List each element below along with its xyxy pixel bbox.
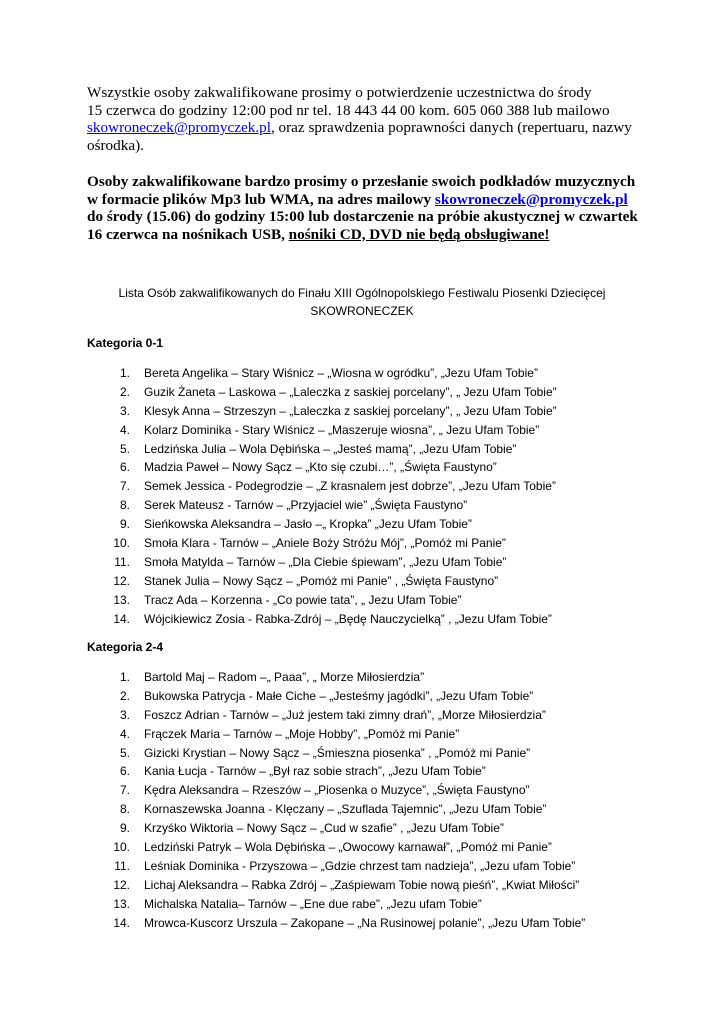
intro-p2-warning: nośniki CD, DVD nie będą obsługiwane!: [288, 225, 550, 243]
list-item-text: Leśniak Dominika - Przyszowa – „Gdzie chrzest tam nadzieja”, „Jezu ufam Tobie”: [144, 858, 576, 873]
list-item-number: 8.: [119, 802, 130, 817]
list-item: [87, 383, 557, 402]
list-item: [87, 610, 557, 629]
list-item-number: 6.: [119, 764, 130, 779]
list-item-text: Serek Mateusz - Tarnów – „Przyjaciel wie” „Święta Faustyno”: [144, 498, 468, 513]
list-item-number: 10.: [113, 840, 130, 855]
list-item-number: 1.: [119, 670, 130, 684]
list-item-number: 5.: [119, 745, 130, 760]
list-item-number: 12.: [113, 573, 130, 588]
list-item-text: Krzyśko Wiktoria – Nowy Sącz – „Cud w szafie” , „Jezu Ufam Tobie”: [144, 821, 504, 836]
intro-line-1: Wszystkie osoby zakwalifikowane prosimy o potwierdzenie uczestnictwa do środy: [87, 84, 592, 101]
list-item-number: 7.: [119, 479, 130, 494]
list-item: [87, 515, 557, 534]
list-item-text: Frączek Maria – Tarnów – „Moje Hobby”, „Pomóż mi Panie”: [144, 726, 460, 741]
list-item-text: Sieńkowska Aleksandra – Jasło –„ Kropka” „Jezu Ufam Tobie”: [144, 517, 472, 532]
intro-p2-part-2: do środy (15.06) do godziny 15:00 lub dostarczenie na próbie akustycznej w czwartek 16 czerwca na nośnikach USB,: [87, 208, 638, 243]
list-item-text: Ledziński Patryk – Wola Dębińska – „Owocowy karnawał”, „Pomóż mi Panie”: [144, 840, 552, 855]
list-item-number: 11.: [114, 554, 130, 569]
list-item-number: 4.: [119, 422, 130, 437]
list-item-text: Ledzińska Julia – Wola Dębińska – „Jesteś mamą”, „Jezu Ufam Tobie”: [144, 441, 517, 456]
list-item-text: Klesyk Anna – Strzeszyn – „Laleczka z saskiej porcelany”, „ Jezu Ufam Tobie”: [144, 403, 557, 418]
list-item-text: Semek Jessica - Podegrodzie – „Z krasnalem jest dobrze”, „Jezu Ufam Tobie”: [144, 479, 556, 494]
list-item-number: 7.: [119, 783, 130, 798]
list-item-text: Lichaj Aleksandra – Rabka Zdrój – „Zaśpiewam Tobie nową pieśń”, „Kwiat Miłości”: [144, 877, 580, 892]
list-item-text: Bukowska Patrycja - Małe Ciche – „Jesteśmy jagódki”, „Jezu Ufam Tobie”: [144, 688, 534, 703]
list-item: [87, 800, 585, 819]
intro-line-2: 15 czerwca do godziny 12:00 pod nr tel. 18 443 44 00 kom. 605 060 388 lub mailowo: [87, 101, 610, 119]
category-1-title: Kategoria 0-1: [87, 336, 164, 350]
list-item-number: 14.: [113, 915, 130, 930]
list-item-number: 5.: [119, 441, 130, 456]
intro-section: [87, 84, 647, 243]
list-item-number: 6.: [119, 460, 130, 475]
list-item-text: Foszcz Adrian - Tarnów – „Już jestem taki zimny drań”, „Morze Miłosierdzia”: [144, 707, 546, 722]
intro-p2-part-1: Osoby zakwalifikowane bardzo prosimy o przesłanie swoich podkładów muzycznych w formacie plików Mp3 lub WMA, na adres mailowy: [87, 173, 636, 208]
list-item: [87, 857, 585, 876]
list-item: [87, 687, 585, 706]
list-item: [87, 762, 585, 781]
list-item: [87, 458, 557, 477]
list-item: [87, 364, 557, 383]
list-item-text: Bartold Maj – Radom –„ Paaa”, „ Morze Miłosierdzia”: [144, 670, 425, 684]
list-item: [87, 819, 585, 838]
list-heading-line-2: SKOWRONECZEK: [310, 304, 414, 318]
list-item: [87, 914, 585, 933]
list-item-number: 1.: [119, 366, 130, 380]
list-item: [87, 421, 557, 440]
list-item-text: Kędra Aleksandra – Rzeszów – „Piosenka o Muzyce”, „Święta Faustyno”: [144, 783, 530, 798]
intro-paragraph-1: [87, 84, 647, 154]
list-item-text: Stanek Julia – Nowy Sącz – „Pomóż mi Panie” , „Święta Faustyno”: [144, 573, 499, 588]
category-2-title: Kategoria 2-4: [87, 640, 164, 654]
list-item: [87, 477, 557, 496]
list-item-text: Kornaszewska Joanna - Klęczany – „Szuflada Tajemnic”, „Jezu Ufam Tobie”: [144, 802, 547, 817]
email-link-2[interactable]: skowroneczek@promyczek.pl: [434, 190, 628, 208]
list-item-text: Michalska Natalia– Tarnów – „Ene due rabe”, „Jezu ufam Tobie”: [144, 896, 482, 911]
list-item-number: 10.: [113, 536, 130, 551]
category-1-list: [87, 364, 557, 628]
list-item-text: Bereta Angelika – Stary Wiśnicz – „Wiosna w ogródku”, „Jezu Ufam Tobie”: [144, 366, 538, 380]
list-item: [87, 534, 557, 553]
list-item-text: Mrowca-Kuscorz Urszula – Zakopane – „Na Rusinowej polanie”, „Jezu Ufam Tobie”: [144, 915, 586, 930]
list-item: [87, 668, 585, 687]
list-item-number: 4.: [119, 726, 130, 741]
list-item-text: Kania Łucja - Tarnów – „Był raz sobie strach”, „Jezu Ufam Tobie”: [144, 764, 486, 779]
list-item: [87, 876, 585, 895]
list-item-text: Kolarz Dominika - Stary Wiśnicz – „Maszeruje wiosna”, „ Jezu Ufam Tobie”: [144, 422, 540, 437]
list-item-number: 2.: [119, 384, 130, 399]
list-heading: [87, 284, 637, 320]
list-item-text: Gizicki Krystian – Nowy Sącz – „Śmieszna piosenka” , „Pomóż mi Panie”: [144, 745, 531, 760]
list-item-text: Guzik Żaneta – Laskowa – „Laleczka z saskiej porcelany”, „ Jezu Ufam Tobie”: [144, 384, 557, 399]
list-item-number: 8.: [119, 498, 130, 513]
list-item: [87, 838, 585, 857]
list-item-number: 3.: [119, 707, 130, 722]
list-item: [87, 781, 585, 800]
list-item: [87, 706, 585, 725]
intro-paragraph-2: [87, 173, 647, 243]
list-item-number: 11.: [114, 858, 130, 873]
email-link-1[interactable]: skowroneczek@promyczek.pl: [87, 119, 271, 136]
list-item: [87, 440, 557, 459]
list-heading-line-1: Lista Osób zakwalifikowanych do Finału XIII Ogólnopolskiego Festiwalu Piosenki Dziecięcej: [118, 286, 606, 300]
list-item: [87, 402, 557, 421]
list-item: [87, 496, 557, 515]
list-item: [87, 553, 557, 572]
list-item-text: Wójcikiewicz Zosia - Rabka-Zdrój – „Będę Nauczycielką” , „Jezu Ufam Tobie”: [144, 611, 552, 626]
intro-line-3-rest: , oraz sprawdzenia poprawności danych (repertuaru, nazwy: [270, 119, 632, 136]
list-item: [87, 725, 585, 744]
intro-line-4: ośrodka).: [87, 136, 144, 154]
list-item-text: Tracz Ada – Korzenna - „Co powie tata”, „ Jezu Ufam Tobie”: [144, 592, 462, 607]
list-item-number: 14.: [113, 611, 130, 626]
list-item-number: 3.: [119, 403, 130, 418]
list-item-number: 13.: [113, 896, 130, 911]
list-item-text: Madzia Paweł – Nowy Sącz – „Kto się czubi…”, „Święta Faustyno”: [144, 460, 497, 475]
list-item-number: 13.: [113, 592, 130, 607]
list-item: [87, 744, 585, 763]
list-item: [87, 572, 557, 591]
category-2-list: [87, 668, 585, 932]
list-item: [87, 895, 585, 914]
list-item-number: 9.: [119, 517, 130, 532]
list-item-number: 2.: [119, 688, 130, 703]
list-item-text: Smoła Klara - Tarnów – „Aniele Boży Stróżu Mój”, „Pomóż mi Panie”: [144, 536, 506, 551]
list-item: [87, 591, 557, 610]
list-item-number: 9.: [119, 821, 130, 836]
list-item-number: 12.: [113, 877, 130, 892]
list-item-text: Smoła Matylda – Tarnów – „Dla Ciebie śpiewam”, „Jezu Ufam Tobie”: [144, 554, 507, 569]
